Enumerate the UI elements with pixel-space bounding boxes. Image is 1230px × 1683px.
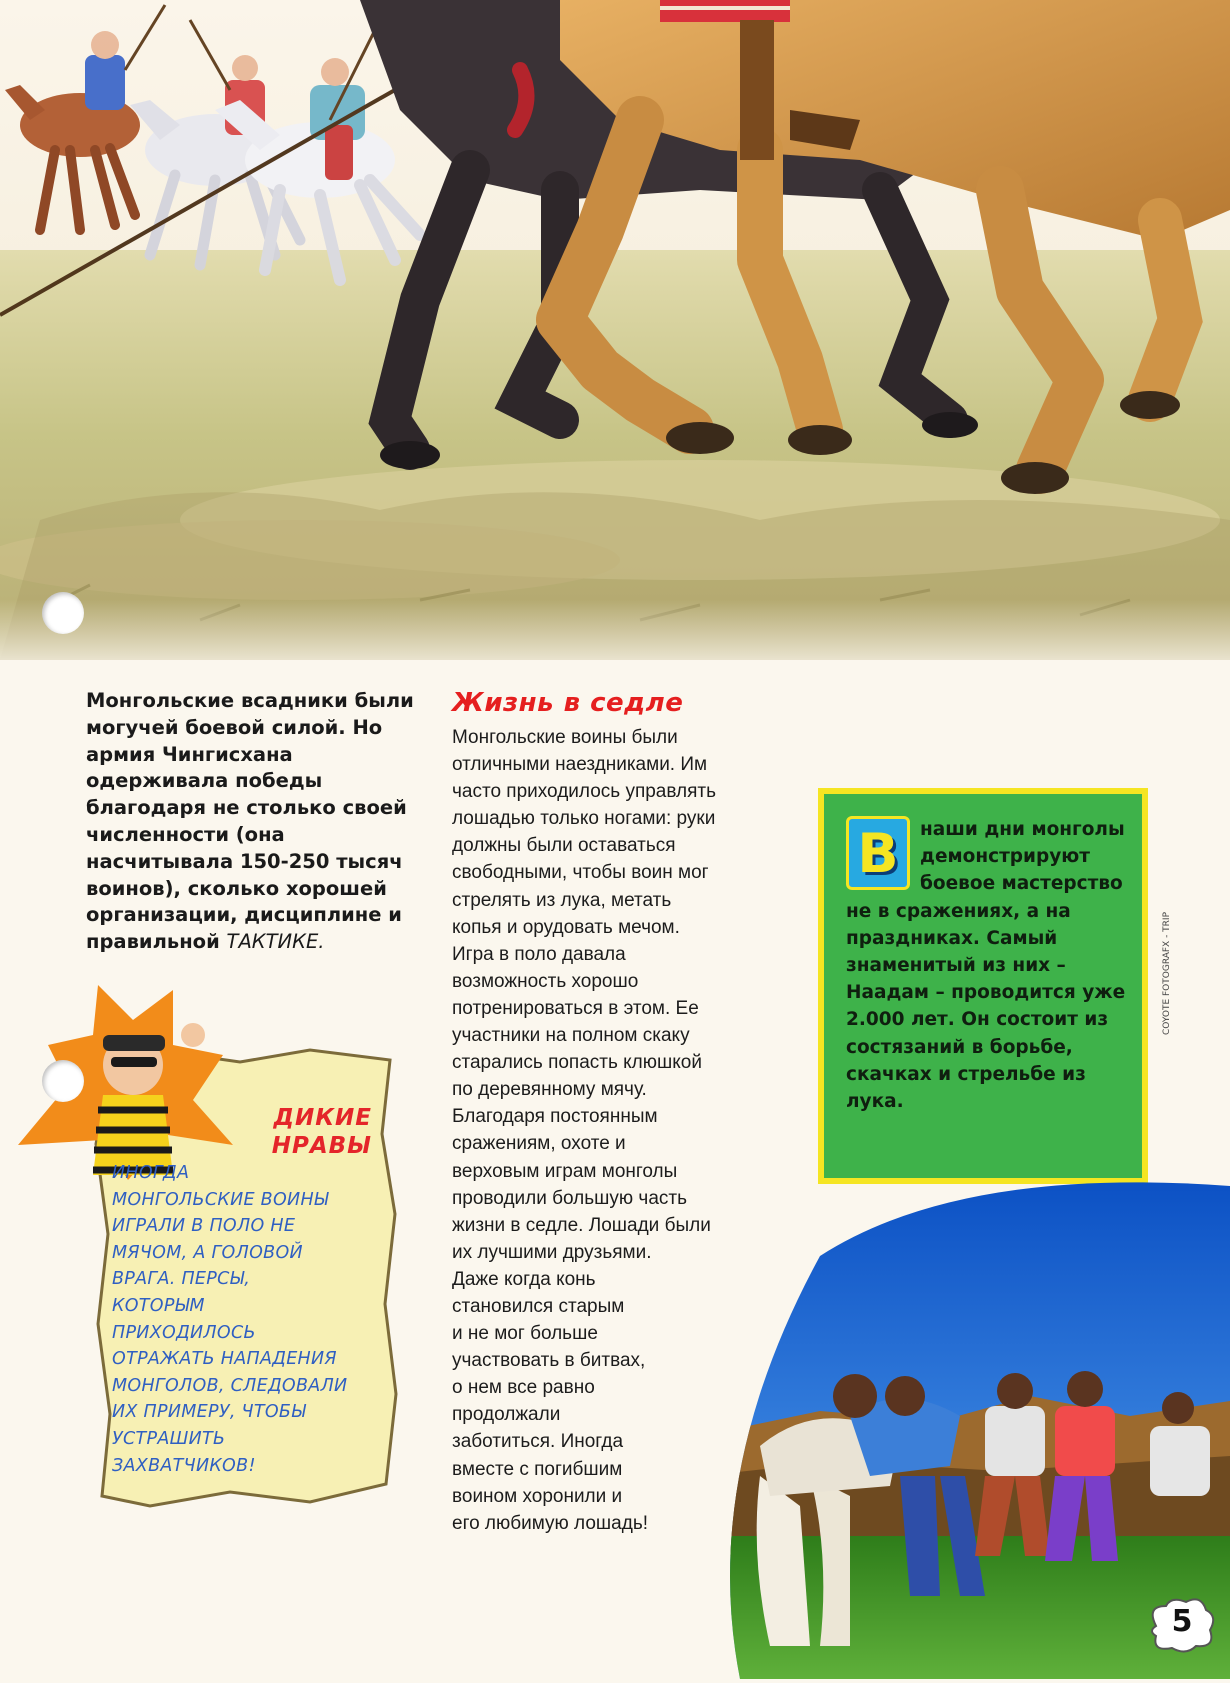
wild-title: ДИКИЕ НРАВЫ — [271, 1105, 372, 1159]
drop-cap: В — [846, 816, 910, 890]
page-fade — [0, 600, 1230, 680]
hero-illustration — [0, 0, 1230, 660]
punch-hole-bottom — [42, 1060, 84, 1102]
intro-text: Монгольские всадники были могучей боевой силой. Но армия Чингисхана одерживала победы благодаря не столько своей численности (она насчитывала 150-250 тысяч воинов), сколько хорошей организации, дисциплине и правильной — [86, 689, 414, 954]
punch-hole-top — [42, 592, 84, 634]
section-body: Монгольские воины были отличными наездниками. Им часто приходилось управлять лошадью только ногами: руки должны были оставаться свободными, чтобы воин мог стрелять из лука, метать копья и орудовать мечом. Игра в поло давала возможность хорошо потренироваться в этом. Ее участники на полном скаку старались попасть клюшкой по деревянному мячу. Благодаря постоянным сражениям, охоте и верховым играм монголы проводили большую часть жизни в седле. Лошади были их лучшими друзьями. Даже когда конь становился старым и не мог больше участвовать в битвах, о нем все равно продолжали заботиться. Иногда вместе с погибшим воином хоронили и его любимую лошадь! — [452, 727, 717, 1534]
wild-text: ИНОГДА МОНГОЛЬСКИЕ ВОИНЫ ИГРАЛИ В ПОЛО НЕ МЯЧОМ, А ГОЛОВОЙ ВРАГА. ПЕРСЫ, КОТОРЫМ ПРИХОДИЛОСЬ ОТРАЖАТЬ НАПАДЕНИЯ МОНГОЛОВ, СЛЕДОВАЛИ ИХ ПРИМЕРУ, ЧТОБЫ УСТРАШИТЬ ЗАХВАТЧИКОВ! — [112, 1163, 348, 1476]
page-number: 5 — [1171, 1604, 1193, 1639]
intro-emphasis: ТАКТИКЕ. — [226, 930, 325, 954]
intro-paragraph — [86, 688, 426, 956]
fact-box-text: наши дни монголы демонстрируют боевое мастерство не в сражениях, а на праздниках. Самый знаменитый из них – Наадам – проводится уже 2.000 лет. Он состоит из состязаний в борьбе, скачках и стрельбе из лука. — [846, 819, 1126, 1113]
fact-box — [818, 788, 1148, 1184]
section-title: Жизнь в седле — [452, 688, 684, 718]
photo-credit: COYOTE FOTOGRAFX - TRIP — [1162, 911, 1172, 1035]
